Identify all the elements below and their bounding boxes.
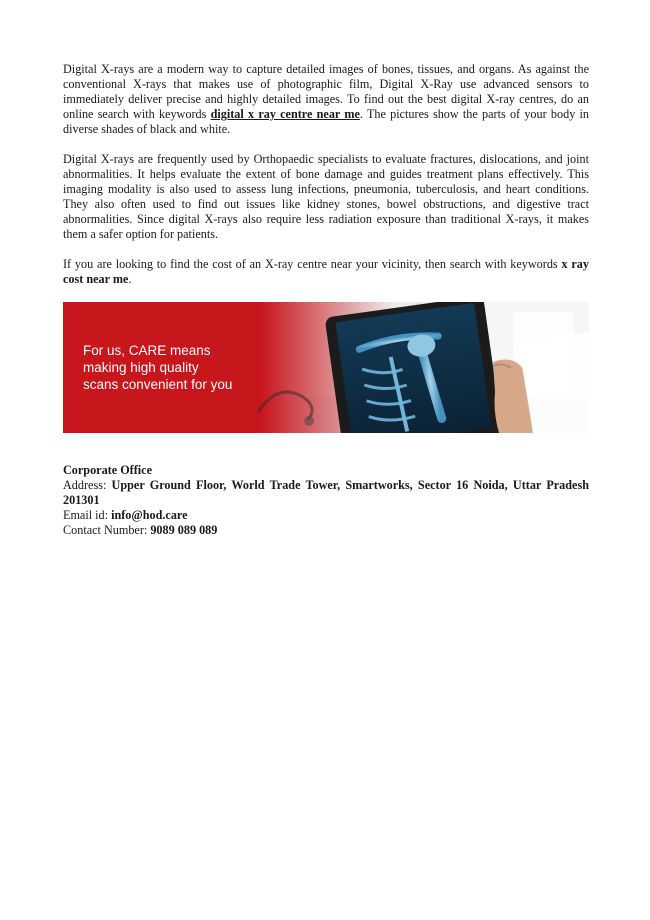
email-row xyxy=(63,508,589,523)
banner-line-3: scans convenient for you xyxy=(83,377,233,392)
xray-cost-keyword: x ray cost near me xyxy=(63,257,589,286)
address-label: Address: xyxy=(63,478,112,492)
cost-text: If you are looking to find the cost of an X-ray centre near your vicinity, then search with keywords xyxy=(63,257,562,271)
corporate-office-heading: Corporate Office xyxy=(63,463,152,477)
phone-row xyxy=(63,523,589,538)
email-value[interactable]: info@hod.care xyxy=(111,508,188,522)
phone-label: Contact Number: xyxy=(63,523,151,537)
intro-paragraph xyxy=(63,62,589,137)
digital-xray-centre-link[interactable]: digital x ray centre near me xyxy=(210,107,360,121)
phone-value[interactable]: 9089 089 089 xyxy=(150,523,218,537)
address-row xyxy=(63,478,589,508)
document-page xyxy=(63,62,589,538)
cost-text-end: . xyxy=(128,272,132,286)
address-value: Upper Ground Floor, World Trade Tower, Smartworks, Sector 16 Noida, Uttar Pradesh 201301 xyxy=(63,478,589,507)
cost-paragraph xyxy=(63,257,589,287)
corporate-office-block xyxy=(63,463,589,538)
intro-text: Digital X-rays are a modern way to capture detailed images of bones, tissues, and organs. As against the conventional X-rays that makes use of photographic film, Digital X-Ray use advanced sensors to immediately deliver precise and highly detailed images. To find out the best digital X-ray centres, do an online search with keywords xyxy=(63,62,589,121)
xray-tablet-icon xyxy=(325,302,503,433)
banner-line-2: making high quality xyxy=(83,360,199,375)
banner-line-1: For us, CARE means xyxy=(83,343,211,358)
care-banner xyxy=(63,302,589,433)
uses-paragraph: Digital X-rays are frequently used by Orthopaedic specialists to evaluate fractures, dislocations, and joint abnormalities. It helps evaluate the extent of bone damage and guides treatment plans effectively. This imaging modality is also used to assess lung infections, pneumonia, tuberculosis, and heart conditions. They also often used to find out issues like kidney stones, bowel obstructions, and digestive tract abnormalities. Since digital X-rays also require less radiation exposure than traditional X-rays, it makes them a safer option for patients. xyxy=(63,152,589,241)
banner-tagline xyxy=(83,342,283,393)
email-label: Email id: xyxy=(63,508,112,522)
intro-text-end: . The pictures show the parts of your body in diverse shades of black and white. xyxy=(63,107,589,136)
